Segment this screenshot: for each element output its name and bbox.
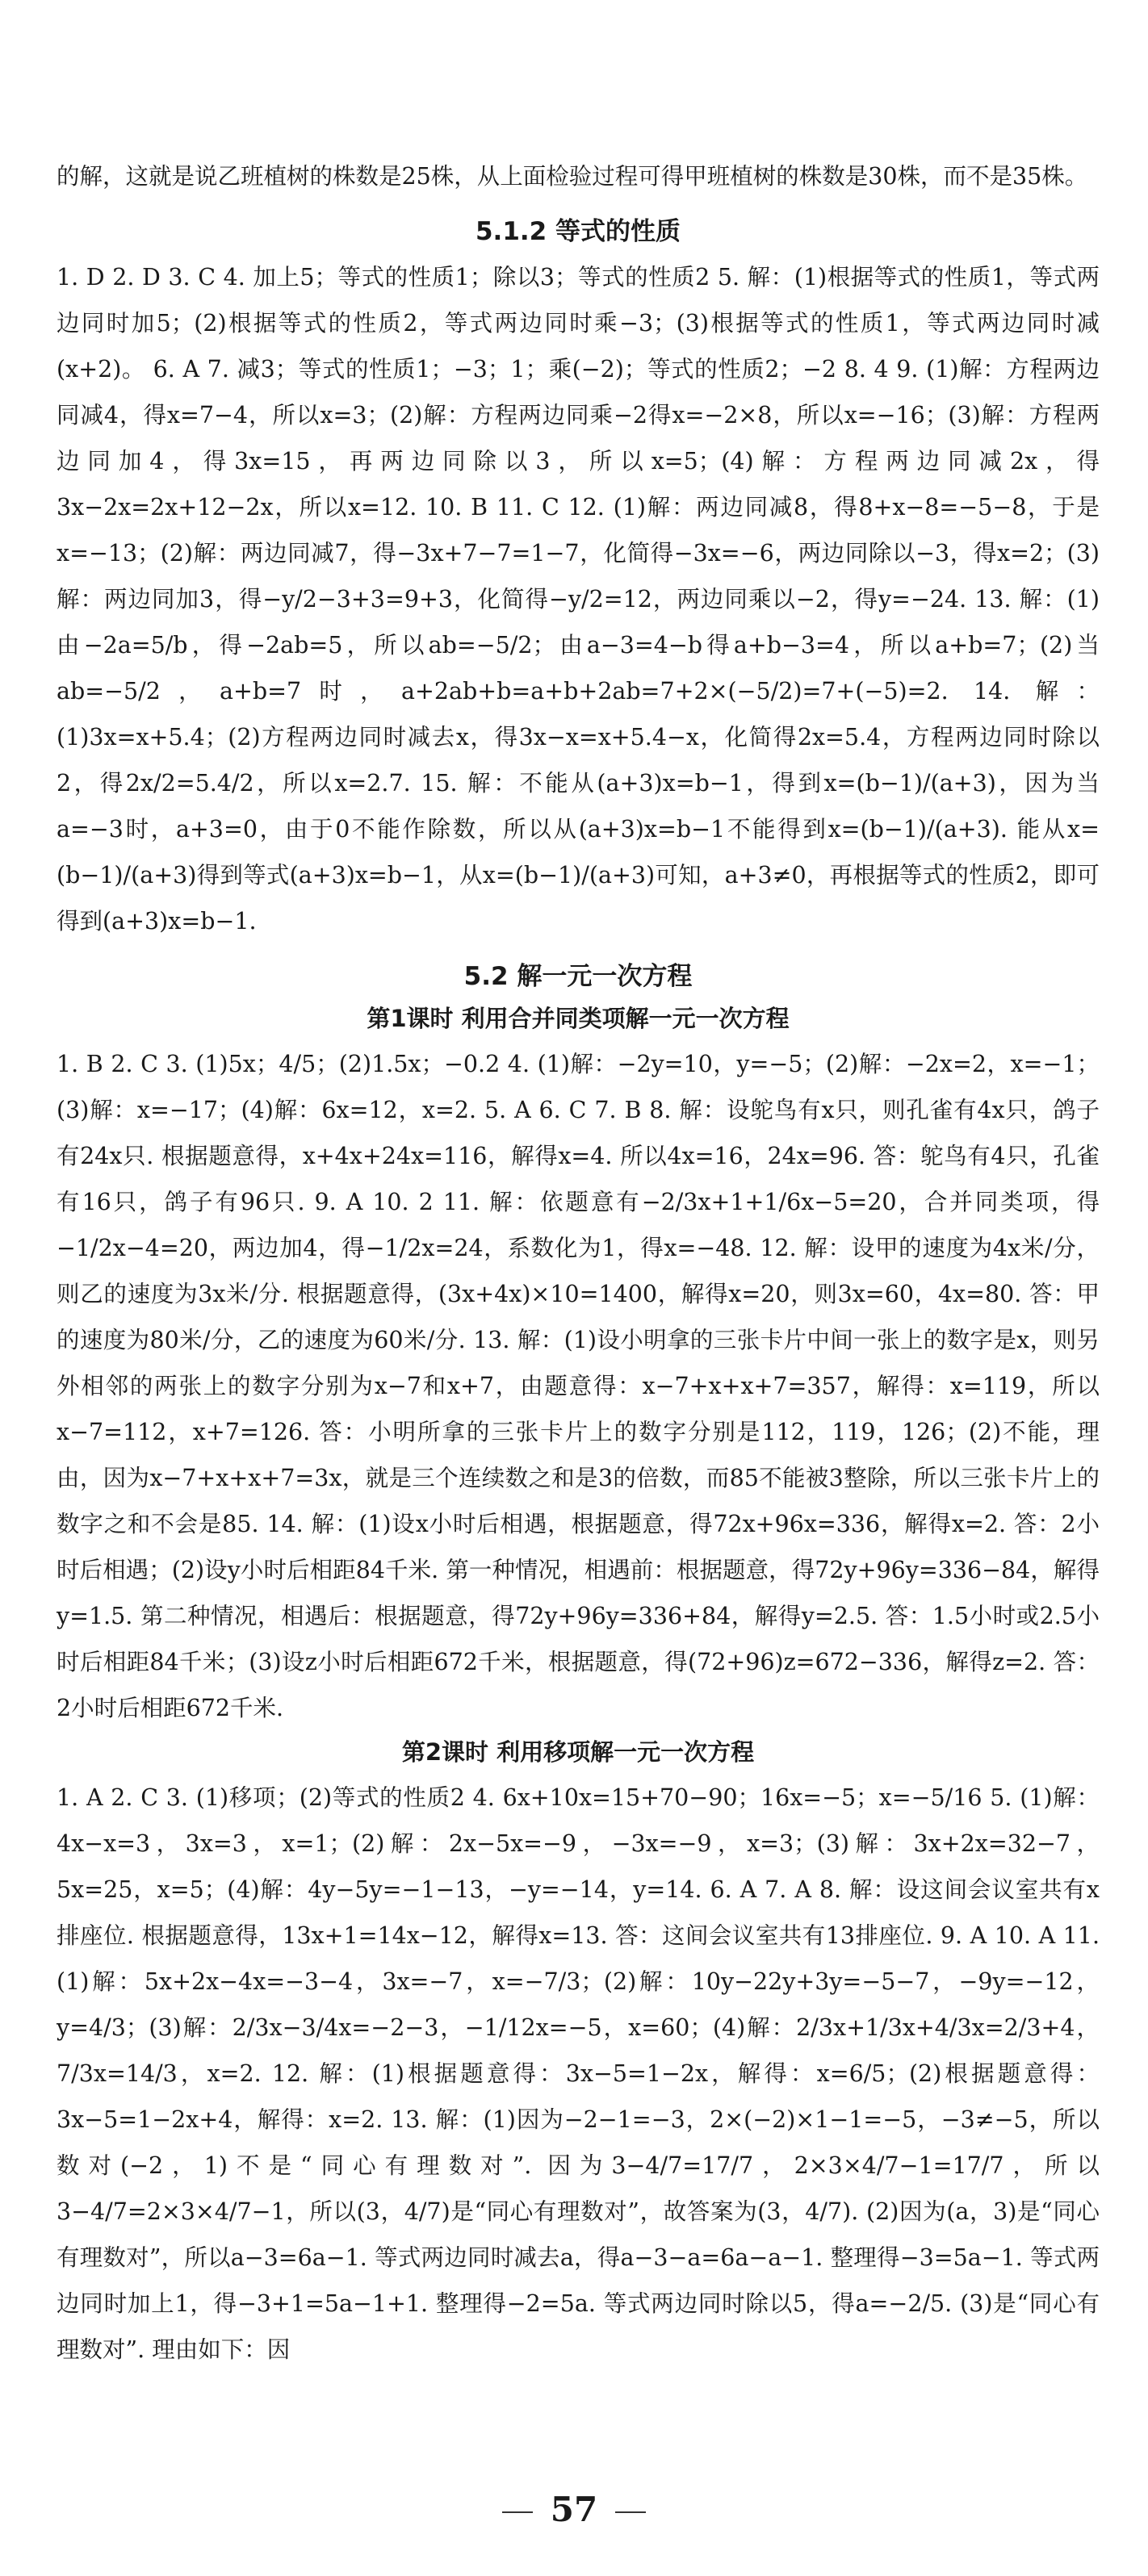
page-number-right-dash <box>615 2511 646 2513</box>
lesson-1-answers: 1. B 2. C 3. (1)5x；4/5；(2)1.5x；−0.2 4. (1)解：−2y=10，y=−5；(2)解：−2x=2，x=−1；(3)解：x=−17；(4)解：6x=12，x=2. 5. A 6. C 7. B 8. 解：设鸵鸟有x只，则孔雀有4x只，鸽子有24x只. 根据题意得，x+4x+24x=116，解得x=4. 所以4x=16，24x=96. 答：鸵鸟有4只，孔雀有16只，鸽子有96只. 9. A 10. 2 11. 解：依题意有−2/3x+1+1/6x−5=20，合并同类项，得−1/2x−4=20，两边加4，得−1/2x=24，系数化为1，得x=−48. 12. 解：设甲的速度为4x米/分，则乙的速度为3x米/分. 根据题意得，(3x+4x)×10=1400，解得x=20，则3x=60，4x=80. 答：甲的速度为80米/分，乙的速度为60米/分. 13. 解：(1)设小明拿的三张卡片中间一张上的数字是x，则另外相邻的两张上的数字分别为x−7和x+7，由题意得：x−7+x+x+7=357，解得：x=119，所以x−7=112，x+7=126. 答：小明所拿的三张卡片上的数字分别是112，119，126；(2)不能，理由，因为x−7+x+x+7=3x，就是三个连续数之和是3的倍数，而85不能被3整除，所以三张卡片上的数字之和不会是85. 14. 解：(1)设x小时后相遇，根据题意，得72x+96x=336，解得x=2. 答：2小时后相遇；(2)设y小时后相距84千米. 第一种情况，相遇前：根据题意，得72y+96y=336−84，解得y=1.5. 第二种情况，相遇后：根据题意，得72y+96y=336+84，解得y=2.5. 答：1.5小时或2.5小时后相距84千米；(3)设z小时后相距672千米，根据题意，得(72+96)z=672−336，解得z=2. 答：2小时后相距672千米. <box>57 1051 1100 1721</box>
lesson-2-title: 第2课时 利用移项解一元一次方程 <box>401 1738 755 1766</box>
section-title-5-1-2: 5.1.2 等式的性质 <box>475 217 681 246</box>
lesson-1-title: 第1课时 利用合并同类项解一元一次方程 <box>367 1005 790 1032</box>
lesson-2-answers: 1. A 2. C 3. (1)移项；(2)等式的性质2 4. 6x+10x=15+70−90；16x=−5；x=−5/16 5. (1)解：4x−x=3，3x=3，x=1；(2)解：2x−5x=−9，−3x=−9，x=3；(3)解：3x+2x=32−7，5x=25，x=5；(4)解：4y−5y=−1−13，−y=−14，y=14. 6. A 7. A 8. 解：设这间会议室共有x排座位. 根据题意得，13x+1=14x−12，解得x=13. 答：这间会议室共有13排座位. 9. A 10. A 11. (1)解：5x+2x−4x=−3−4，3x=−7，x=−7/3；(2)解：10y−22y+3y=−5−7，−9y=−12，y=4/3；(3)解：2/3x−3/4x=−2−3，−1/12x=−5，x=60；(4)解：2/3x+1/3x+4/3x=2/3+4，7/3x=14/3，x=2. 12. 解：(1)根据题意得：3x−5=1−2x，解得：x=6/5；(2)根据题意得：3x−5=1−2x+4，解得：x=2. 13. 解：(1)因为−2−1=−3，2×(−2)×1−1=−5，−3≠−5，所以数对(−2，1)不是“同心有理数对”. 因为3−4/7=17/7，2×3×4/7−1=17/7，所以3−4/7=2×3×4/7−1，所以(3，4/7)是“同心有理数对”，故答案为(3，4/7). (2)因为(a，3)是“同心有理数对”，所以a−3=6a−1. 等式两边同时减去a，得a−3−a=6a−a−1. 整理得−3=5a−1. 等式两边同时加上1，得−3+1=5a−1+1. 整理得−2=5a. 等式两边同时除以5，得a=−2/5. (3)是“同心有理数对”. 理由如下：因 <box>57 1784 1100 2363</box>
page-number-left-dash <box>502 2511 533 2513</box>
intro-paragraph: 的解，这就是说乙班植树的株数是25株，从上面检验过程可得甲班植树的株数是30株，而不是35株。 <box>57 163 1088 190</box>
page-number-value: 57 <box>550 2490 598 2529</box>
page-number <box>0 2490 1148 2529</box>
section-title-5-2: 5.2 解一元一次方程 <box>463 962 693 991</box>
section-5-1-2-answers: 1. D 2. D 3. C 4. 加上5；等式的性质1；除以3；等式的性质2 5. 解：(1)根据等式的性质1，等式两边同时加5；(2)根据等式的性质2，等式两边同时乘−3；(3)根据等式的性质1，等式两边同时减(x+2)。 6. A 7. 减3；等式的性质1；−3；1；乘(−2)；等式的性质2；−2 8. 4 9. (1)解：方程两边同减4，得x=7−4，所以x=3；(2)解：方程两边同乘−2得x=−2×8，所以x=−16；(3)解：方程两边同加4，得3x=15，再两边同除以3，所以x=5；(4)解：方程两边同减2x，得3x−2x=2x+12−2x，所以x=12. 10. B 11. C 12. (1)解：两边同减8，得8+x−8=−5−8，于是x=−13；(2)解：两边同减7，得−3x+7−7=1−7，化简得−3x=−6，两边同除以−3，得x=2；(3)解：两边同加3，得−y/2−3+3=9+3，化简得−y/2=12，两边同乘以−2，得y=−24. 13. 解：(1)由−2a=5/b，得−2ab=5，所以ab=−5/2；由a−3=4−b得a+b−3=4，所以a+b=7；(2)当ab=−5/2，a+b=7时，a+2ab+b=a+b+2ab=7+2×(−5/2)=7+(−5)=2. 14. 解：(1)3x=x+5.4；(2)方程两边同时减去x，得3x−x=x+5.4−x，化简得2x=5.4，方程两边同时除以2，得2x/2=5.4/2，所以x=2.7. 15. 解：不能从(a+3)x=b−1，得到x=(b−1)/(a+3)，因为当a=−3时，a+3=0，由于0不能作除数，所以从(a+3)x=b−1不能得到x=(b−1)/(a+3). 能从x=(b−1)/(a+3)得到等式(a+3)x=b−1，从x=(b−1)/(a+3)可知，a+3≠0，再根据等式的性质2，即可得到(a+3)x=b−1. <box>57 264 1100 935</box>
